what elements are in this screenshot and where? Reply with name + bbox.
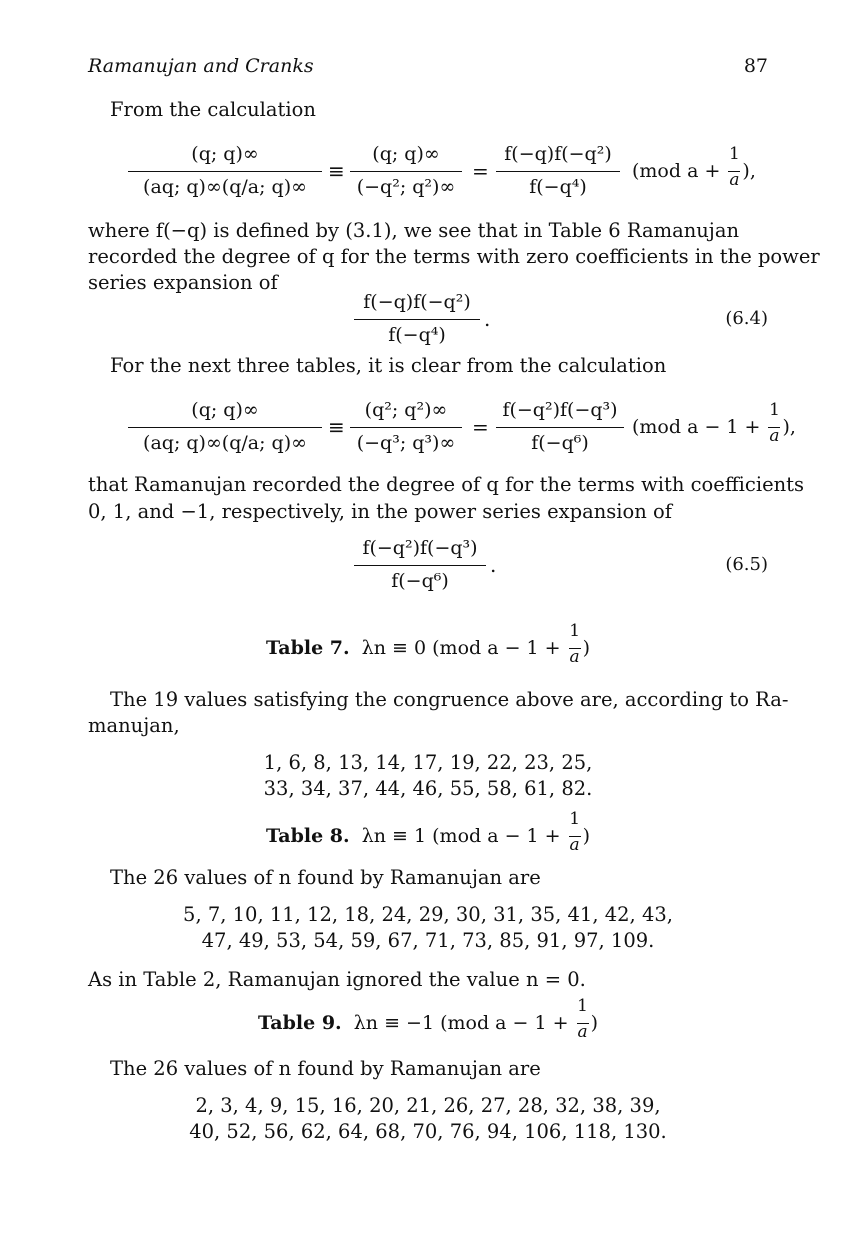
mod-close: ), — [782, 416, 796, 438]
denominator: f(−q⁴) — [388, 324, 446, 346]
display-equation-6-5 — [88, 536, 768, 594]
fraction-bar — [496, 427, 624, 428]
numerator: (q; q)∞ — [372, 143, 440, 165]
denominator: (aq; q)∞(q/a; q)∞ — [143, 176, 307, 198]
denominator: (−q²; q²)∞ — [356, 176, 456, 198]
denominator: (aq; q)∞(q/a; q)∞ — [143, 432, 307, 454]
table-label: Table 7. — [265, 637, 350, 659]
paragraph-line: The 19 values satisfying the congruence above are, according to Ra- — [110, 688, 789, 711]
fraction — [354, 536, 486, 594]
denominator: a — [729, 170, 740, 190]
paragraph-line: 0, 1, and −1, respectively, in the power series expansion of — [88, 500, 672, 523]
denominator: a — [569, 835, 580, 855]
fraction — [128, 398, 322, 456]
table-7-heading — [88, 621, 768, 667]
denominator: a — [577, 1022, 588, 1042]
table-8-heading — [88, 809, 768, 855]
fraction — [496, 398, 624, 456]
paragraph-line: series expansion of — [88, 271, 278, 294]
modulus — [632, 400, 796, 446]
small-fraction — [766, 400, 782, 446]
close-paren: ) — [590, 1012, 598, 1034]
mod-text: (mod a + — [632, 160, 727, 182]
denominator: f(−q⁶) — [531, 432, 589, 454]
congruence: λn ≡ 1 (mod a − 1 + — [361, 825, 567, 847]
paragraph-line: As in Table 2, Ramanujan ignored the value n = 0. — [88, 968, 586, 991]
paragraph-line: The 26 values of n found by Ramanujan are — [110, 1057, 541, 1080]
fraction — [350, 142, 462, 200]
numerator: 1 — [769, 400, 780, 420]
value-list-line: 2, 3, 4, 9, 15, 16, 20, 21, 26, 27, 28, 32, 38, 39, — [195, 1094, 661, 1117]
congruence-sign: ≡ — [328, 159, 345, 183]
display-equation-6-4 — [88, 290, 768, 348]
paragraph-line: manujan, — [88, 714, 180, 737]
close-paren: ) — [582, 825, 591, 847]
fraction-bar — [350, 171, 462, 172]
fraction — [350, 398, 462, 456]
paragraph-line: where f(−q) is defined by (3.1), we see that in Table 6 Ramanujan — [88, 219, 740, 242]
denominator: a — [569, 647, 580, 667]
small-fraction — [567, 809, 583, 855]
numerator: 1 — [569, 809, 581, 829]
numerator: 1 — [728, 144, 740, 164]
numerator: f(−q)f(−q²) — [504, 143, 612, 165]
numerator: (q²; q²)∞ — [364, 399, 448, 421]
fraction — [128, 142, 322, 200]
running-title: Ramanujan and Cranks — [88, 55, 314, 77]
numerator: f(−q)f(−q²) — [363, 291, 471, 313]
numerator: (q; q)∞ — [191, 143, 259, 165]
value-list-line: 47, 49, 53, 54, 59, 67, 71, 73, 85, 91, 97, 109. — [201, 929, 655, 952]
page-number: 87 — [743, 55, 768, 77]
period: . — [484, 307, 491, 331]
value-list-line: 1, 6, 8, 13, 14, 17, 19, 22, 23, 25, — [263, 751, 593, 774]
small-fraction — [567, 621, 583, 667]
paragraph-line: For the next three tables, it is clear from the calculation — [110, 354, 667, 377]
equals-sign: = — [472, 159, 489, 183]
modulus — [632, 144, 756, 190]
denominator: a — [769, 426, 780, 446]
numerator: 1 — [569, 621, 581, 641]
equation-number: (6.5) — [725, 554, 768, 575]
paragraph-line: recorded the degree of q for the terms with zero coefficients in the power — [88, 245, 820, 268]
table-9-heading — [88, 996, 768, 1042]
congruence-sign: ≡ — [328, 415, 345, 439]
fraction-bar — [350, 427, 462, 428]
fraction-bar — [496, 171, 620, 172]
equation-number: (6.4) — [725, 308, 768, 329]
display-equation-1 — [88, 142, 768, 200]
congruence: λn ≡ −1 (mod a − 1 + — [353, 1012, 575, 1034]
small-fraction — [726, 144, 742, 190]
mod-close: ), — [742, 160, 756, 182]
mod-text: (mod a − 1 + — [632, 416, 767, 438]
period: . — [490, 553, 497, 577]
value-list-line: 5, 7, 10, 11, 12, 18, 24, 29, 30, 31, 35, 41, 42, 43, — [183, 903, 673, 926]
paragraph-line: The 26 values of n found by Ramanujan are — [110, 866, 541, 889]
fraction-bar — [128, 427, 322, 428]
denominator: (−q³; q³)∞ — [356, 432, 456, 454]
numerator: (q; q)∞ — [191, 399, 259, 421]
table-label: Table 8. — [265, 825, 350, 847]
fraction-bar — [128, 171, 322, 172]
fraction — [354, 290, 480, 348]
close-paren: ) — [582, 637, 591, 659]
congruence: λn ≡ 0 (mod a − 1 + — [361, 637, 567, 659]
paragraph-line: that Ramanujan recorded the degree of q for the terms with coefficients — [88, 473, 805, 496]
denominator: f(−q⁶) — [391, 570, 449, 592]
value-list-line: 40, 52, 56, 62, 64, 68, 70, 76, 94, 106, 118, 130. — [189, 1120, 667, 1143]
paragraph-line: From the calculation — [110, 98, 316, 121]
table-label: Table 9. — [257, 1012, 342, 1034]
fraction — [496, 142, 620, 200]
numerator: 1 — [577, 996, 588, 1016]
denominator: f(−q⁴) — [529, 176, 587, 198]
display-equation-2 — [88, 398, 796, 456]
fraction-bar — [354, 319, 480, 320]
running-header — [88, 55, 768, 83]
numerator: f(−q²)f(−q³) — [502, 399, 618, 421]
equals-sign: = — [472, 415, 489, 439]
numerator: f(−q²)f(−q³) — [362, 537, 478, 559]
small-fraction — [575, 996, 591, 1042]
value-list-line: 33, 34, 37, 44, 46, 55, 58, 61, 82. — [263, 777, 593, 800]
fraction-bar — [354, 565, 486, 566]
